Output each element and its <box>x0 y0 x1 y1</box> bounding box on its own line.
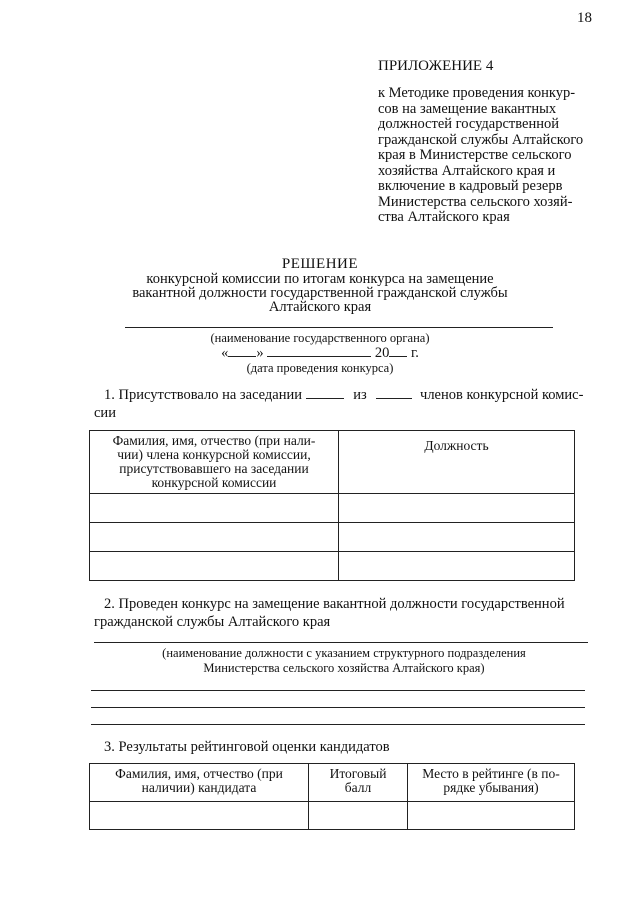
date-year-blank[interactable] <box>389 344 407 357</box>
table-header-line: Фамилия, имя, отчество (при <box>115 766 283 781</box>
date-close-quote: » <box>256 345 264 361</box>
date-field[interactable] <box>0 344 640 362</box>
appendix-line: ства Алтайского края <box>378 209 510 225</box>
position-caption-line1: (наименование должности с указанием структурного подразделения <box>162 646 526 660</box>
decision-title: РЕШЕНИЕ <box>281 256 359 272</box>
appendix-line: включение в кадровый резерв <box>378 178 563 194</box>
table-cell[interactable] <box>90 552 339 581</box>
date-month-blank[interactable] <box>267 344 371 357</box>
org-name-line[interactable] <box>125 327 553 328</box>
blank-line[interactable] <box>91 724 585 725</box>
decision-subtitle <box>0 272 640 314</box>
org-name-caption: (наименование государственного органа) <box>210 331 430 345</box>
date-caption: (дата проведения конкурса) <box>246 361 394 375</box>
appendix-line: хозяйства Алтайского края и <box>378 162 556 179</box>
section2-line1: 2. Проведен конкурс на замещение вакантной должности государственной <box>104 596 565 612</box>
table-cell[interactable] <box>339 552 575 581</box>
total-count-blank[interactable] <box>376 386 412 399</box>
date-open-quote: « <box>221 345 229 361</box>
table-cell[interactable] <box>339 494 575 523</box>
table-header-line: Место в рейтинге (в по- <box>422 766 560 781</box>
appendix-description <box>378 86 590 226</box>
table-header-line: чии) члена конкурсной комиссии, <box>117 447 311 462</box>
position-caption-line2: Министерства сельского хозяйства Алтайского края) <box>203 661 485 675</box>
appendix-line: сов на замещение вакантных <box>378 100 557 117</box>
table-row <box>90 552 575 581</box>
table-header-fullname <box>90 431 339 494</box>
present-count-blank[interactable] <box>306 386 344 399</box>
decision-subtitle-line: вакантной должности государственной гражданской службы <box>132 285 508 301</box>
table-header-position <box>339 431 575 494</box>
table-header-line: Итоговый <box>329 766 387 781</box>
table-header-line: Должность <box>424 438 489 453</box>
table-header-candidate <box>90 764 309 802</box>
section1-text-part1: 1. Присутствовало на заседании <box>104 387 303 403</box>
appendix-line: к Методике проведения конкур- <box>378 85 576 101</box>
blank-line[interactable] <box>91 707 585 708</box>
section1-line1 <box>104 386 594 404</box>
table-header-line: присутствовавшего на заседании <box>119 461 309 476</box>
table-cell[interactable] <box>90 494 339 523</box>
table-cell[interactable] <box>339 523 575 552</box>
decision-subtitle-line: конкурсной комиссии по итогам конкурса на замещение <box>146 271 494 287</box>
table-cell[interactable] <box>90 523 339 552</box>
table-header-score <box>309 764 408 802</box>
table-header-line: рядке убывания) <box>443 780 539 795</box>
section1-line2: сии <box>94 405 116 421</box>
position-name-line[interactable] <box>94 642 588 643</box>
candidates-rating-table <box>89 763 575 830</box>
date-day-blank[interactable] <box>228 344 256 357</box>
blank-line[interactable] <box>91 690 585 691</box>
commission-members-table <box>89 430 575 581</box>
table-header-row <box>90 431 575 494</box>
table-row <box>90 494 575 523</box>
section1-text-from: из <box>353 387 367 403</box>
decision-subtitle-line: Алтайского края <box>268 299 372 315</box>
appendix-line: края в Министерстве сельского <box>378 147 572 163</box>
table-header-rank <box>408 764 575 802</box>
appendix-title: ПРИЛОЖЕНИЕ 4 <box>378 58 494 74</box>
date-year-prefix: 20 <box>374 345 390 361</box>
section3-title: 3. Результаты рейтинговой оценки кандидатов <box>104 739 390 755</box>
date-year-suffix: г. <box>410 345 419 361</box>
table-header-line: Фамилия, имя, отчество (при нали- <box>112 433 316 448</box>
appendix-line: должностей государственной <box>378 116 559 132</box>
table-cell[interactable] <box>309 802 408 830</box>
section2-line2: гражданской службы Алтайского края <box>94 614 331 630</box>
table-header-row <box>90 764 575 802</box>
section1-text-part2: членов конкурсной комис- <box>420 387 584 403</box>
appendix-line: Министерства сельского хозяй- <box>378 193 573 210</box>
table-header-line: конкурсной комиссии <box>151 475 277 490</box>
appendix-line: гражданской службы Алтайского <box>378 131 584 148</box>
table-header-line: балл <box>344 780 372 795</box>
table-row <box>90 523 575 552</box>
page-number: 18 <box>577 10 592 26</box>
table-row <box>90 802 575 830</box>
table-cell[interactable] <box>408 802 575 830</box>
table-header-line: наличии) кандидата <box>141 780 257 795</box>
table-cell[interactable] <box>90 802 309 830</box>
